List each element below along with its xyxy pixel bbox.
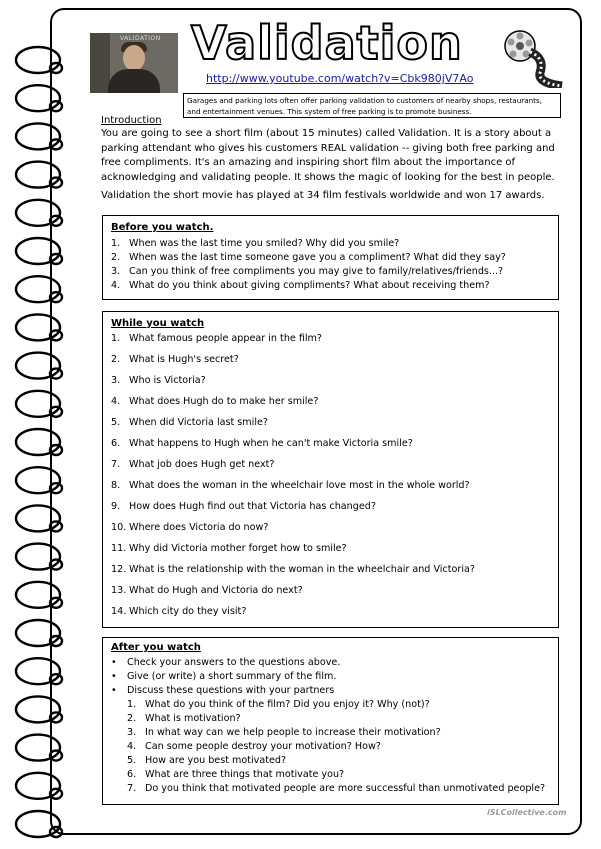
binding-ring [16, 620, 60, 646]
after-bullet: • Check your answers to the questions above. [111, 657, 341, 668]
film-reel-icon [500, 28, 570, 88]
discussion-question: 7. Do you think that motivated people are more successful than unmotivated people? [127, 783, 546, 794]
awards-text: Validation the short movie has played at 34 film festivals worldwide and won 17 awards. [101, 190, 545, 201]
before-question: 3. Can you think of free compliments you may give to family/relatives/friends...? [111, 266, 504, 277]
before-you-watch-box [102, 215, 559, 300]
discussion-question: 6. What are three things that motivate you? [127, 769, 345, 780]
binding-ring [16, 429, 60, 455]
while-question: 1. What famous people appear in the film? [111, 333, 322, 344]
before-question: 4. What do you think about giving compliments? What about receiving them? [111, 280, 490, 291]
after-bullet: • Give (or write) a short summary of the film. [111, 671, 337, 682]
binding-ring [16, 238, 60, 264]
binding-ring [16, 735, 60, 761]
binding-ring [16, 276, 60, 302]
binding-ring [16, 47, 60, 73]
binding-ring [16, 123, 60, 149]
binding-ring [16, 582, 60, 608]
while-question: 10. Where does Victoria do now? [111, 522, 269, 533]
while-question: 9. How does Hugh find out that Victoria has changed? [111, 501, 376, 512]
binding-ring [16, 696, 60, 722]
before-heading: Before you watch. [111, 222, 214, 233]
discussion-question: 1. What do you think of the film? Did you enjoy it? Why (not)? [127, 699, 430, 710]
after-heading: After you watch [111, 642, 201, 653]
page-title: Validation [191, 16, 463, 70]
before-question: 1. When was the last time you smiled? Why did you smile? [111, 238, 400, 249]
while-question: 11. Why did Victoria mother forget how to smile? [111, 543, 347, 554]
discussion-question: 4. Can some people destroy your motivation? How? [127, 741, 381, 752]
binding-ring [16, 85, 60, 111]
while-question: 2. What is Hugh's secret? [111, 354, 239, 365]
binding-ring [16, 811, 60, 837]
photo-caption: VALIDATION [120, 35, 161, 42]
after-bullet: • Discuss these questions with your partners [111, 685, 335, 696]
while-question: 8. What does the woman in the wheelchair love most in the whole world? [111, 480, 470, 491]
after-you-watch-box [102, 637, 559, 805]
while-you-watch-box [102, 311, 559, 628]
while-question: 4. What does Hugh do to make her smile? [111, 396, 319, 407]
discussion-question: 5. How are you best motivated? [127, 755, 287, 766]
site-watermark: iSLCollective.com [487, 808, 567, 817]
while-question: 13. What do Hugh and Victoria do next? [111, 585, 303, 596]
binding-ring [16, 544, 60, 570]
while-question: 7. What job does Hugh get next? [111, 459, 275, 470]
parking-note: Garages and parking lots often offer parking validation to customers of nearby shops, restaurants, and entertainment venues. This system of free parking is to promote business. [183, 93, 561, 118]
binding-ring [16, 314, 60, 340]
film-still-photo [90, 33, 178, 93]
while-heading: While you watch [111, 318, 205, 329]
spiral-binding [0, 0, 70, 849]
video-link[interactable]: http://www.youtube.com/watch?v=Cbk980jV7Ao [206, 72, 474, 85]
binding-ring [16, 773, 60, 799]
binding-ring [16, 200, 60, 226]
while-question: 5. When did Victoria last smile? [111, 417, 268, 428]
binding-ring [16, 391, 60, 417]
before-question: 2. When was the last time someone gave you a compliment? What did they say? [111, 252, 506, 263]
binding-ring [16, 353, 60, 379]
binding-ring [16, 505, 60, 531]
discussion-question: 3. In what way can we help people to increase their motivation? [127, 727, 441, 738]
binding-ring [16, 162, 60, 188]
while-question: 3. Who is Victoria? [111, 375, 206, 386]
while-question: 6. What happens to Hugh when he can't make Victoria smile? [111, 438, 413, 449]
intro-text: You are going to see a short film (about 15 minutes) called Validation. It is a story about a parking attendant who gives his customers REAL validation -- giving both free parking and free compliments. It's an amazing and inspiring short film about the importance of acknowledging and validating people. It shows the magic of looking for the best in people. [101, 128, 555, 183]
binding-ring [16, 658, 60, 684]
while-question: 12. What is the relationship with the woman in the wheelchair and Victoria? [111, 564, 475, 575]
intro-heading: Introduction [101, 115, 162, 126]
discussion-question: 2. What is motivation? [127, 713, 241, 724]
binding-ring [16, 467, 60, 493]
while-question: 14. Which city do they visit? [111, 606, 247, 617]
